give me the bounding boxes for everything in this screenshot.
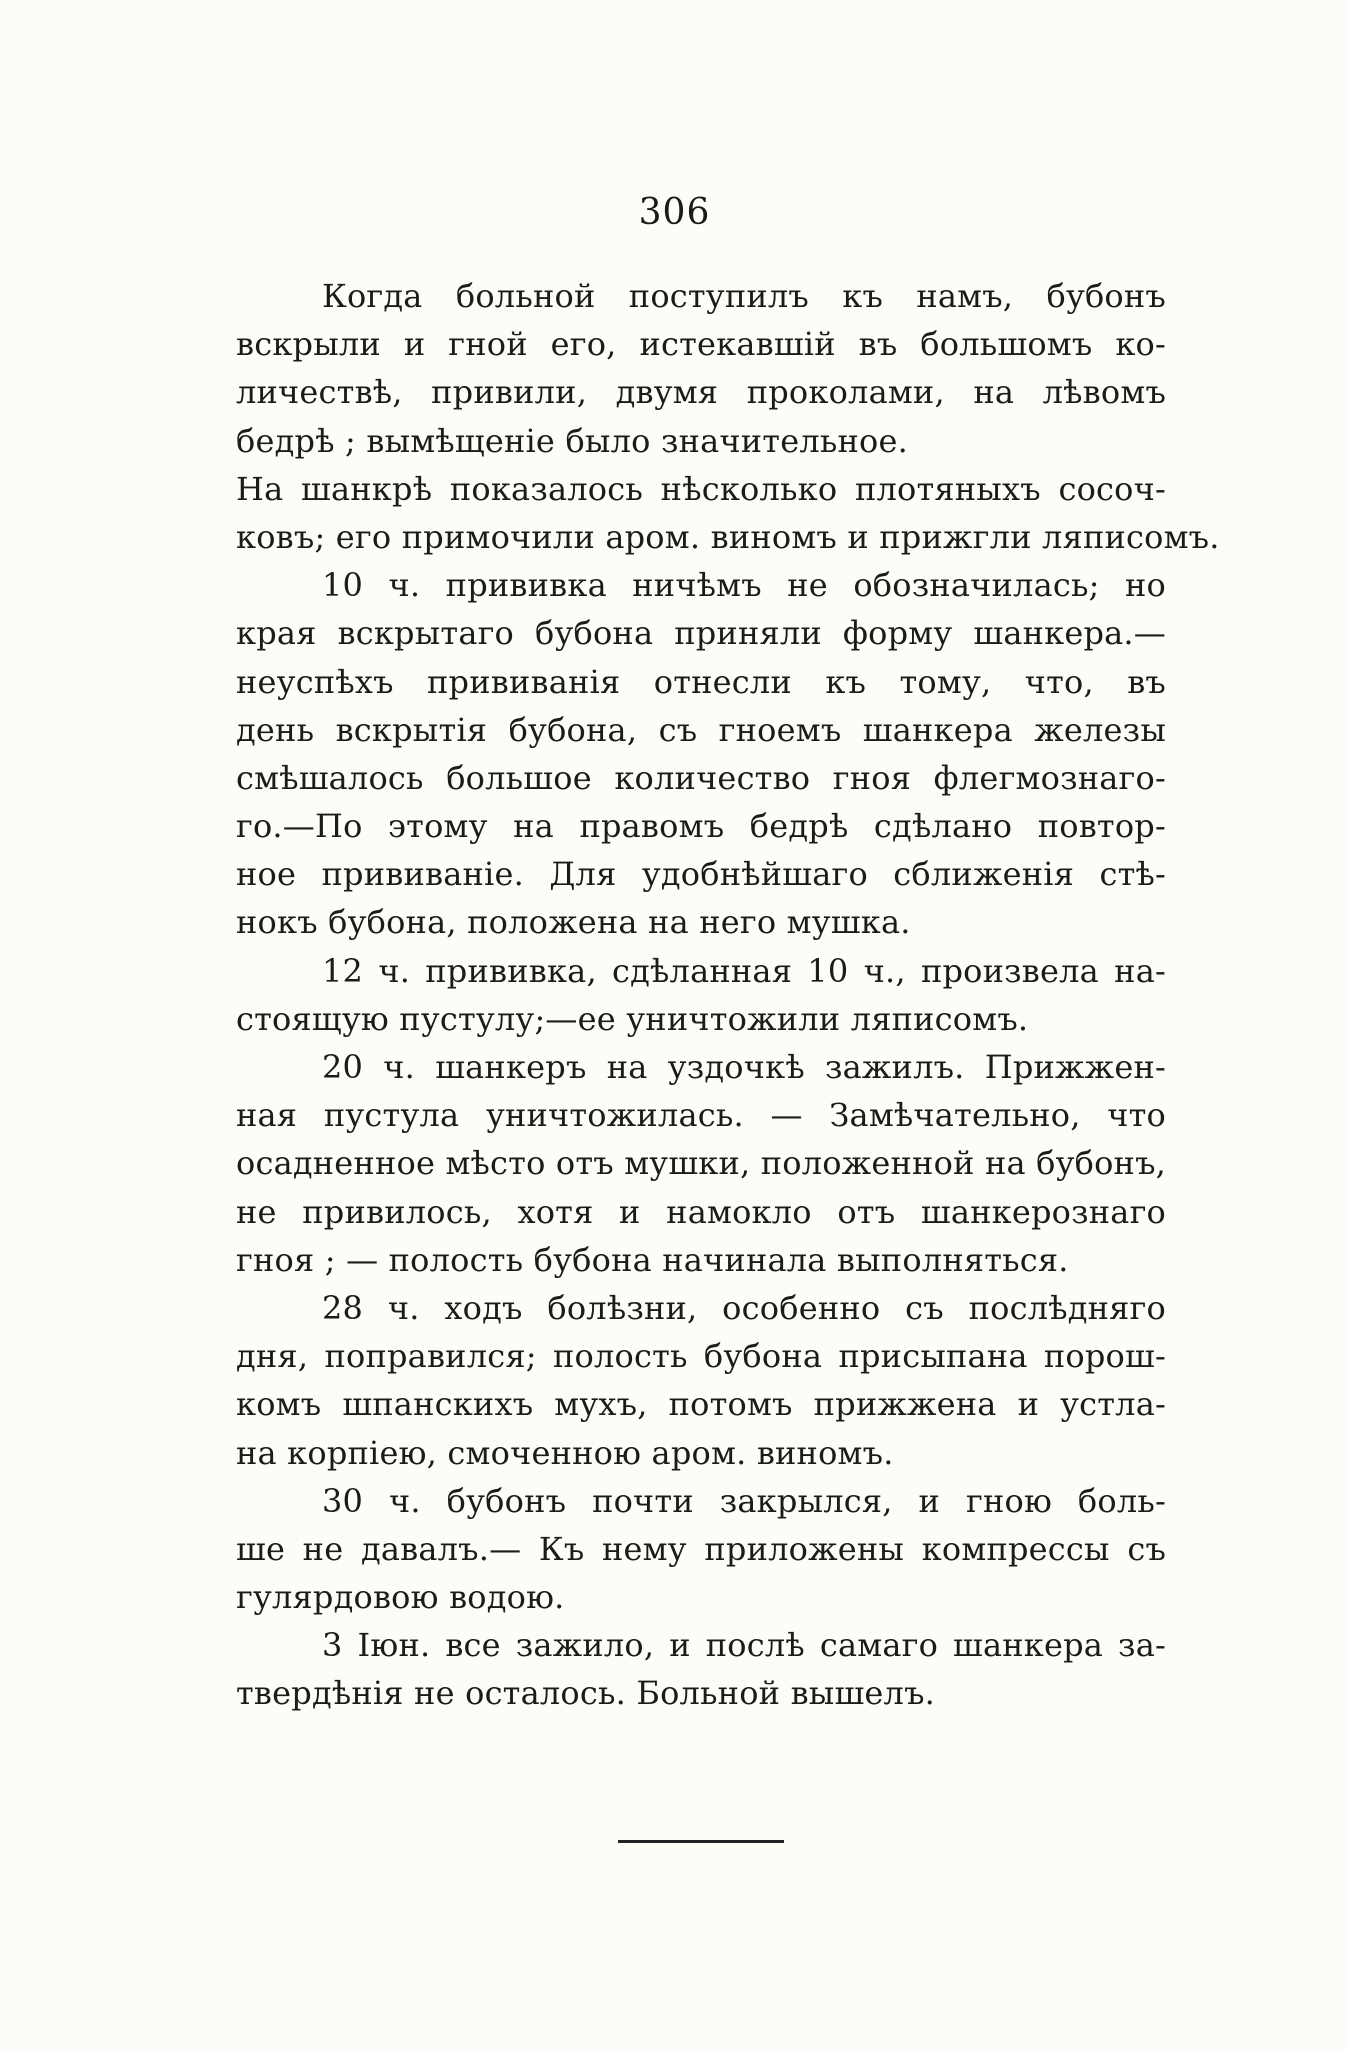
text-line: вскрыли и гной его, истекавшій въ большомъ ко-	[236, 325, 1166, 364]
text-line: го.—По этому на правомъ бедрѣ сдѣлано повтор-	[236, 807, 1166, 846]
text-line: 28 ч. ходъ болѣзни, особенно съ послѣдняго	[322, 1288, 1166, 1327]
text-line: 3 Іюн. все зажило, и послѣ самаго шанкера за-	[322, 1626, 1166, 1665]
text-line: стоящую пустулу;—ее уничтожили ляписомъ.	[236, 999, 1029, 1038]
text-line: неуспѣхъ прививанія отнесли къ тому, что, въ	[236, 662, 1166, 701]
text-line: смѣшалось большое количество гноя флегмознаго-	[236, 758, 1166, 797]
text-line: 30 ч. бубонъ почти закрылся, и гною боль-	[322, 1481, 1166, 1520]
text-line: 12 ч. прививка, сдѣланная 10 ч., произвела на-	[322, 951, 1166, 990]
text-line: осадненное мѣсто отъ мушки, положенной на бубонъ,	[236, 1144, 1167, 1183]
text-line: 10 ч. прививка ничѣмъ не обозначилась; но	[322, 566, 1166, 605]
text-line: ковъ; его примочили аром. виномъ и прижгли ляписомъ.	[236, 517, 1220, 556]
body-text	[236, 272, 1220, 1718]
text-line: бедрѣ ; вымѣщеніе было значительное.	[236, 421, 908, 460]
text-line: дня, поправился; полость бубона присыпана порош-	[236, 1337, 1166, 1376]
text-line: на корпіею, смоченною аром. виномъ.	[236, 1433, 894, 1472]
text-line: края вскрытаго бубона приняли форму шанкера.—	[236, 614, 1166, 653]
text-line: На шанкрѣ показалось нѣсколько плотяныхъ сосоч-	[236, 469, 1166, 508]
text-line: гноя ; — полость бубона начинала выполняться.	[236, 1240, 1069, 1279]
text-line: личествѣ, привили, двумя проколами, на лѣвомъ	[236, 373, 1166, 412]
section-end-rule	[618, 1840, 784, 1843]
text-line: твердѣнія не осталось. Больной вышелъ.	[236, 1674, 936, 1713]
text-line: не привилось, хотя и намокло отъ шанкерознаго	[236, 1192, 1166, 1231]
text-line: гулярдовою водою.	[236, 1578, 565, 1617]
page-number: 306	[638, 192, 711, 233]
text-line: день вскрытія бубона, съ гноемъ шанкера железы	[236, 710, 1166, 749]
text-line: нокъ бубона, положена на него мушка.	[236, 903, 911, 942]
text-line: комъ шпанскихъ мухъ, потомъ прижжена и устла-	[236, 1385, 1166, 1424]
text-line: Когда больной поступилъ къ намъ, бубонъ	[322, 277, 1166, 315]
text-line: ная пустула уничтожилась. — Замѣчательно, что	[236, 1096, 1166, 1135]
text-line: ше не давалъ.— Къ нему приложены компрессы съ	[236, 1529, 1166, 1568]
text-line: ное прививаніе. Для удобнѣйшаго сближенія стѣ-	[236, 855, 1166, 894]
text-line: 20 ч. шанкеръ на уздочкѣ зажилъ. Прижжен-	[322, 1048, 1166, 1086]
